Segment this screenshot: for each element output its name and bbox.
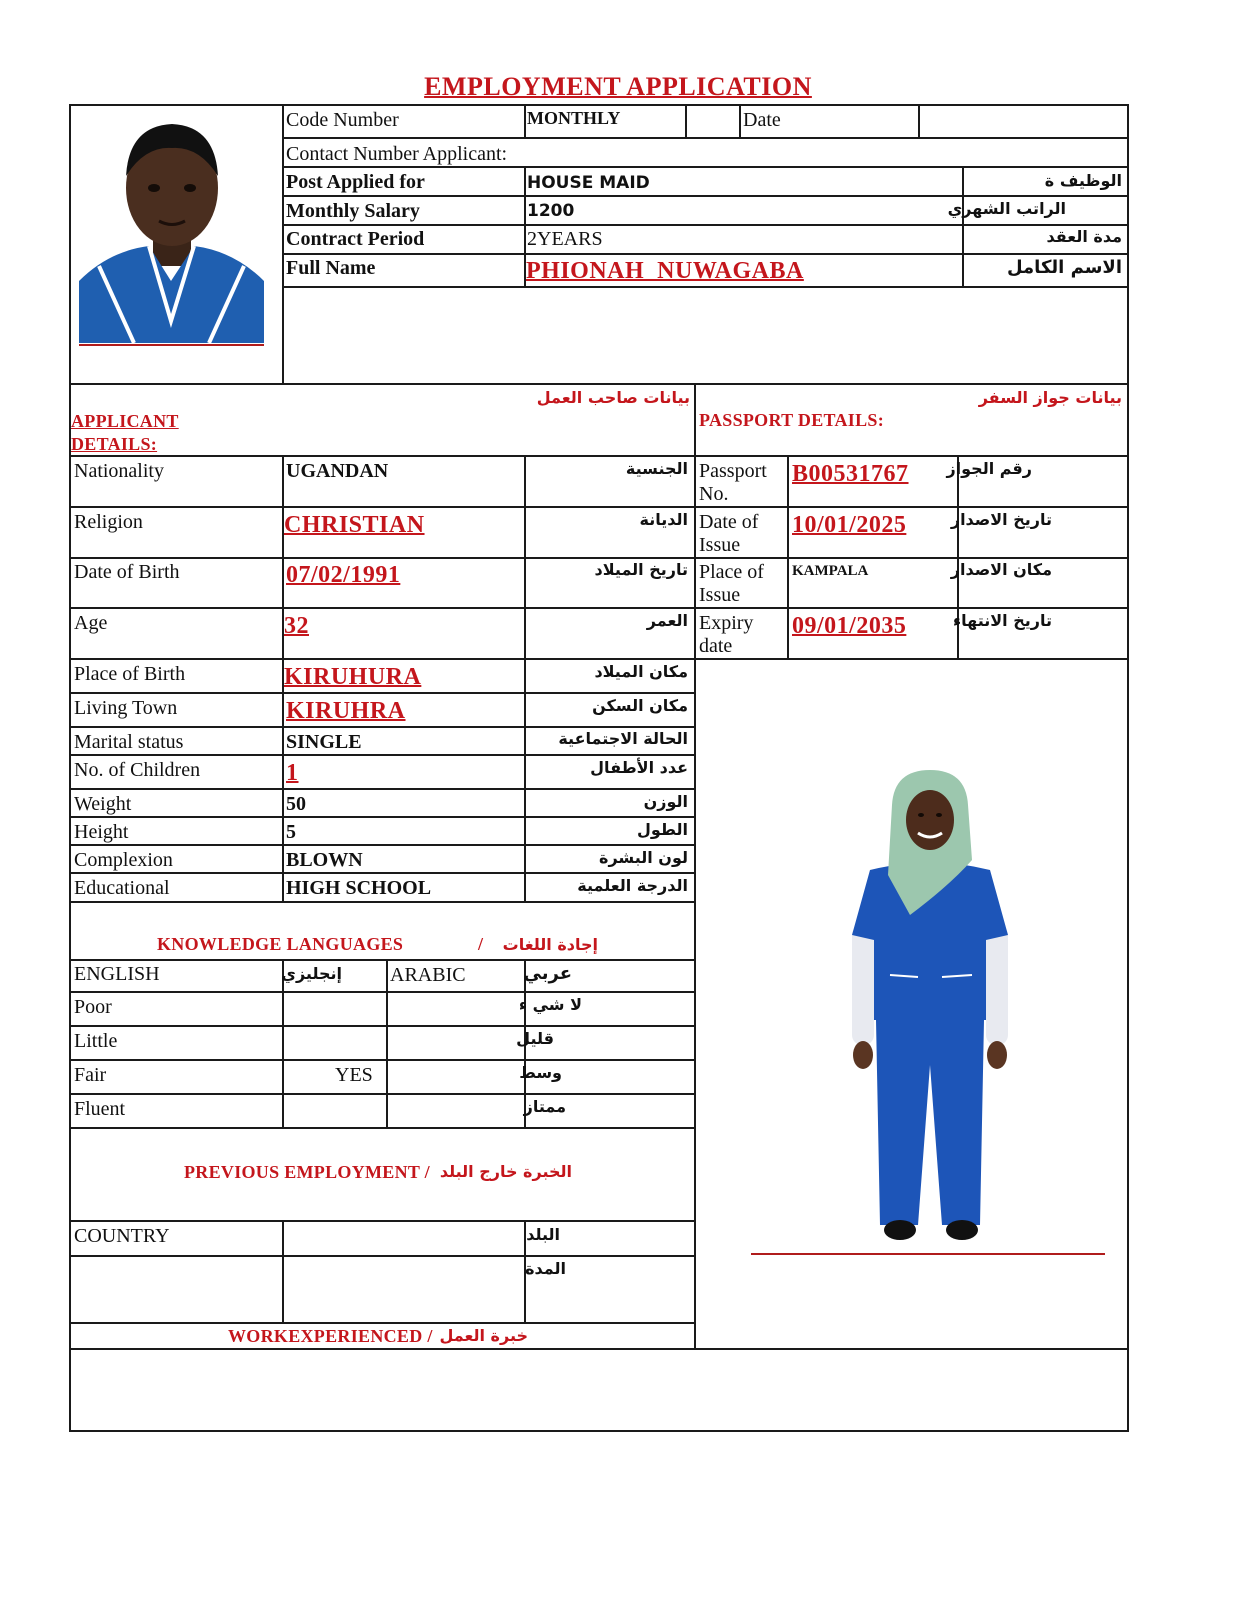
place-of-issue-value: KAMPALA xyxy=(792,563,869,579)
children-value: 1 xyxy=(286,760,299,786)
contract-period-label: Contract Period xyxy=(286,228,425,250)
level-poor-label: Poor xyxy=(74,996,112,1018)
level-fair-label: Fair xyxy=(74,1064,107,1086)
height-ar: الطول xyxy=(637,820,688,839)
previous-employment-ar: الخبرة خارج البلد xyxy=(439,1162,572,1181)
complexion-label: Complexion xyxy=(74,849,173,871)
previous-employment-title: PREVIOUS EMPLOYMENT / xyxy=(184,1162,430,1182)
educational-value: HIGH SCHOOL xyxy=(286,877,432,899)
level-poor-ar: لا شي ء xyxy=(518,995,582,1014)
languages-section-separator: / xyxy=(478,934,484,954)
age-value: 32 xyxy=(284,613,309,639)
place-of-issue-label: Place of Issue xyxy=(699,561,764,606)
passport-no-label: Passport No. xyxy=(699,460,767,505)
passport-no-ar: رقم الجواز xyxy=(946,459,1032,478)
level-little-ar: قليل xyxy=(516,1029,554,1048)
english-header: ENGLISH xyxy=(74,963,160,985)
educational-label: Educational xyxy=(74,877,170,899)
level-little-label: Little xyxy=(74,1030,118,1052)
living-town-ar: مكان السكن xyxy=(592,696,688,715)
date-of-issue-ar: تاريخ الاصدار xyxy=(950,510,1052,529)
nationality-label: Nationality xyxy=(74,460,164,482)
marital-status-label: Marital status xyxy=(74,731,184,753)
languages-section-title: KNOWLEDGE LANGUAGES xyxy=(157,934,404,954)
country-ar: البلد xyxy=(526,1225,560,1244)
living-town-label: Living Town xyxy=(74,697,178,719)
level-fair-ar: وسط xyxy=(519,1063,562,1082)
post-applied-ar: الوظيف ة xyxy=(1044,171,1122,190)
marital-status-value: SINGLE xyxy=(286,731,362,753)
date-of-birth-value: 07/02/1991 xyxy=(286,562,401,588)
contract-period-ar: مدة العقد xyxy=(1046,227,1122,246)
religion-value: CHRISTIAN xyxy=(284,512,425,538)
arabic-header-ar: عربي xyxy=(523,963,572,984)
applicant-section-ar: بيانات صاحب العمل xyxy=(536,388,690,407)
languages-section-ar: إجادة اللغات xyxy=(502,935,598,954)
living-town-value: KIRUHRA xyxy=(286,698,406,724)
place-of-birth-value: KIRUHURA xyxy=(284,664,422,690)
weight-ar: الوزن xyxy=(643,792,688,811)
height-value: 5 xyxy=(286,821,296,843)
level-fluent-label: Fluent xyxy=(74,1098,126,1120)
age-ar: العمر xyxy=(646,611,688,630)
country-label: COUNTRY xyxy=(74,1225,170,1247)
contract-period-value: 2YEARS xyxy=(527,228,603,250)
nationality-value: UGANDAN xyxy=(286,460,389,482)
contact-number-label: Contact Number Applicant: xyxy=(286,143,508,165)
date-of-birth-label: Date of Birth xyxy=(74,561,180,583)
date-of-issue-value: 10/01/2025 xyxy=(792,512,907,538)
date-label: Date xyxy=(743,109,781,131)
post-applied-label: Post Applied for xyxy=(286,171,425,193)
level-fair-english-value: YES xyxy=(335,1064,373,1086)
complexion-ar: لون البشرة xyxy=(599,848,688,867)
full-name-ar: الاسم الكامل xyxy=(1006,257,1122,278)
full-name-label: Full Name xyxy=(286,257,376,279)
complexion-value: BLOWN xyxy=(286,849,363,871)
nationality-ar: الجنسية xyxy=(625,459,688,478)
religion-ar: الديانة xyxy=(639,510,688,529)
full-body-photo-underline xyxy=(751,1253,1105,1255)
full-name-value: PHIONAH NUWAGABA xyxy=(526,258,804,284)
monthly-salary-label: Monthly Salary xyxy=(286,200,420,222)
place-of-birth-label: Place of Birth xyxy=(74,663,186,685)
weight-label: Weight xyxy=(74,793,132,815)
work-experience-title: WORKEXPERIENCED / xyxy=(228,1326,433,1346)
children-label: No. of Children xyxy=(74,759,201,781)
expiry-date-label: Expiry date xyxy=(699,612,754,657)
code-number-label: Code Number xyxy=(286,109,399,131)
period-ar: المدة xyxy=(525,1259,566,1278)
applicant-section-title: APPLICANT DETAILS: xyxy=(71,411,179,454)
passport-section-ar: بيانات جواز السفر xyxy=(978,388,1122,407)
expiry-date-ar: تاريخ الانتهاء xyxy=(952,611,1052,630)
arabic-header: ARABIC xyxy=(390,964,466,986)
date-of-birth-ar: تاريخ الميلاد xyxy=(594,560,688,579)
level-fluent-ar: ممتاز xyxy=(523,1097,566,1116)
portrait-underline xyxy=(79,344,264,346)
children-ar: عدد الأطفال xyxy=(590,758,688,777)
work-experience-ar: خبرة العمل xyxy=(439,1326,528,1345)
expiry-date-value: 09/01/2035 xyxy=(792,613,907,639)
monthly-salary-ar: الراتب الشهري xyxy=(947,199,1066,218)
marital-status-ar: الحالة الاجتماعية xyxy=(558,729,688,748)
code-number-value: MONTHLY xyxy=(527,108,621,128)
applicant-portrait-photo xyxy=(79,106,264,343)
form-title: EMPLOYMENT APPLICATION xyxy=(424,72,812,101)
place-of-birth-ar: مكان الميلاد xyxy=(594,662,688,681)
monthly-salary-value: 1200 xyxy=(527,201,575,221)
date-of-issue-label: Date of Issue xyxy=(699,511,759,556)
educational-ar: الدرجة العلمية xyxy=(577,876,688,895)
post-applied-value: HOUSE MAID xyxy=(527,173,650,193)
height-label: Height xyxy=(74,821,129,843)
age-label: Age xyxy=(74,612,108,634)
place-of-issue-ar: مكان الاصدار xyxy=(950,560,1052,579)
english-header-ar: إنجليزي xyxy=(281,964,342,983)
passport-section-title: PASSPORT DETAILS: xyxy=(699,410,885,430)
applicant-full-body-photo xyxy=(830,765,1030,1245)
weight-value: 50 xyxy=(286,793,306,815)
passport-no-value: B00531767 xyxy=(792,461,909,487)
religion-label: Religion xyxy=(74,511,143,533)
